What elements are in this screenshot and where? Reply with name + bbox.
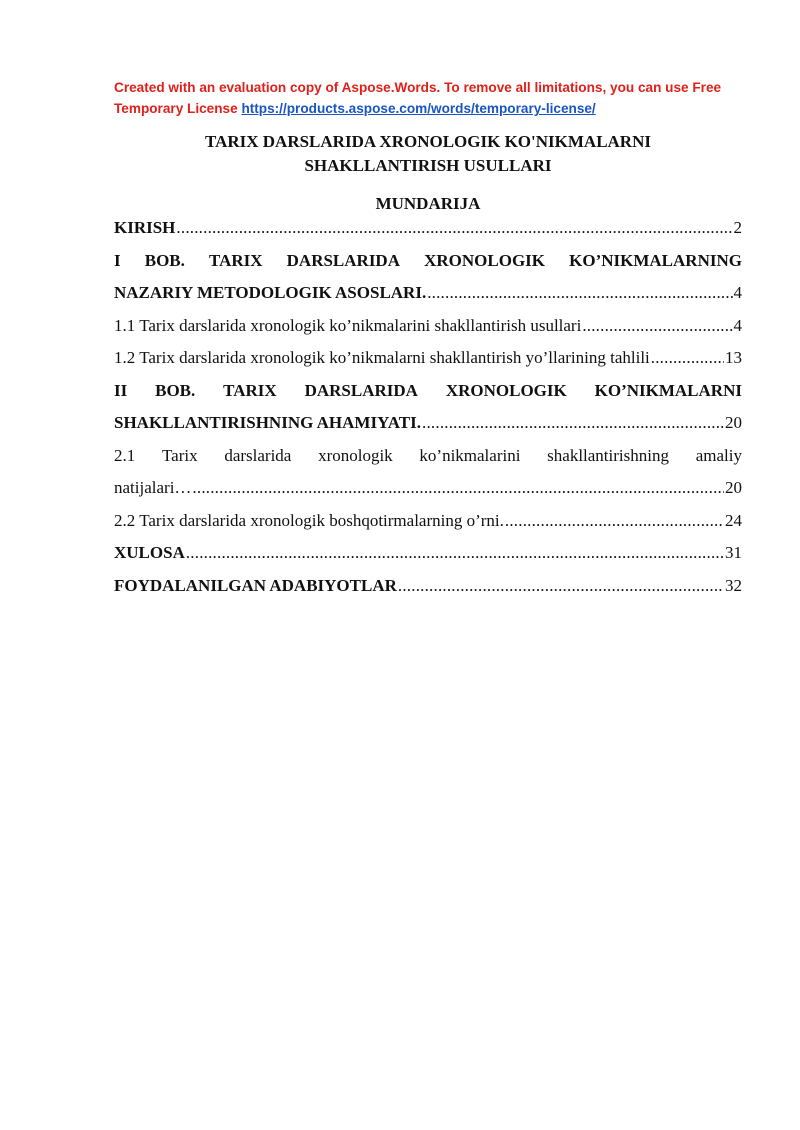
toc-entry-chapter-2-line-2[interactable] <box>114 407 742 440</box>
toc-entry-title: 1.1 Tarix darslarida xronologik ko’nikmalarini shakllantirish usullari <box>114 315 582 335</box>
toc-entry-page: 2 <box>733 218 742 238</box>
title-line-1: TARIX DARSLARIDA XRONOLOGIK KO'NIKMALARNI <box>205 132 651 151</box>
toc-word: amaliy <box>695 445 742 465</box>
toc-entry-title: natijalari… <box>114 478 192 498</box>
toc-word: xronologik <box>318 445 393 465</box>
dot-leader <box>422 413 724 433</box>
toc-entry-section-2-1-line-2[interactable] <box>114 472 742 505</box>
toc-entry-page: 4 <box>733 315 742 335</box>
dot-leader <box>582 316 732 336</box>
dot-leader <box>398 576 724 596</box>
toc-word: DARSLARIDA <box>286 250 400 270</box>
toc-word: TARIX <box>209 250 263 270</box>
toc-entry-section-2-1-line-1[interactable] <box>114 440 742 473</box>
toc-entry-page: 20 <box>725 413 742 433</box>
toc-entry-page: 32 <box>725 575 742 595</box>
toc-entry-chapter-1-line-2[interactable] <box>114 277 742 310</box>
toc-entry-title: 2.2 Tarix darslarida xronologik boshqotirmalarning o’rni. <box>114 510 504 530</box>
toc-word: II <box>114 380 128 400</box>
toc-entry-xulosa[interactable] <box>114 537 742 570</box>
dot-leader <box>427 283 732 303</box>
toc-word: 2.1 <box>114 445 136 465</box>
toc-word: TARIX <box>223 380 277 400</box>
toc-entry-title: XULOSA <box>114 543 185 563</box>
toc-entry-page: 4 <box>733 283 742 303</box>
toc-entry-title: NAZARIY METODOLOGIK ASOSLARI. <box>114 283 427 303</box>
toc-heading: MUNDARIJA <box>375 194 481 213</box>
temporary-license-link[interactable]: https://products.aspose.com/words/temporary-license/ <box>241 101 596 116</box>
toc-word: darslarida <box>224 445 292 465</box>
table-of-contents <box>114 212 742 602</box>
toc-entry-page: 24 <box>725 510 742 530</box>
toc-entry-page: 20 <box>725 478 742 498</box>
toc-entry-section-1-2[interactable] <box>114 342 742 375</box>
dot-leader <box>651 348 724 368</box>
toc-entry-page: 13 <box>725 348 742 368</box>
document-title <box>114 130 742 178</box>
dot-leader <box>186 543 724 563</box>
toc-word: XRONOLOGIK <box>424 250 546 270</box>
toc-entry-section-1-1[interactable] <box>114 310 742 343</box>
toc-word: BOB. <box>144 250 185 270</box>
title-line-2: SHAKLLANTIRISH USULLARI <box>304 156 552 175</box>
toc-word: KO’NIKMALARNING <box>569 250 742 270</box>
toc-entry-title: SHAKLLANTIRISHNING AHAMIYATI. <box>114 413 422 433</box>
toc-entry-chapter-2-line-1[interactable] <box>114 375 742 408</box>
dot-leader <box>505 511 724 531</box>
toc-word: I <box>114 250 121 270</box>
evaluation-notice <box>114 77 744 119</box>
toc-entry-references[interactable] <box>114 570 742 603</box>
toc-entry-title: KIRISH <box>114 218 176 238</box>
toc-word: XRONOLOGIK <box>445 380 567 400</box>
toc-word: KO’NIKMALARNI <box>594 380 742 400</box>
toc-entry-chapter-1-line-1[interactable] <box>114 245 742 278</box>
toc-entry-page: 31 <box>725 543 742 563</box>
evaluation-notice-text: Created with an evaluation copy of Aspose.Words. To remove all limitations, you can use Free Temporary License <box>114 80 722 116</box>
toc-word: Tarix <box>161 445 198 465</box>
toc-word: DARSLARIDA <box>304 380 418 400</box>
toc-word: shakllantirishning <box>547 445 669 465</box>
toc-word: BOB. <box>155 380 196 400</box>
toc-entry-section-2-2[interactable] <box>114 505 742 538</box>
dot-leader <box>192 478 724 498</box>
toc-word: ko’nikmalarini <box>419 445 521 465</box>
dot-leader <box>176 218 732 238</box>
toc-entry-title: FOYDALANILGAN ADABIYOTLAR <box>114 575 397 595</box>
toc-entry-title: 1.2 Tarix darslarida xronologik ko’nikmalarni shakllantirish yo’llarining tahlili <box>114 348 650 368</box>
toc-entry-kirish[interactable] <box>114 212 742 245</box>
